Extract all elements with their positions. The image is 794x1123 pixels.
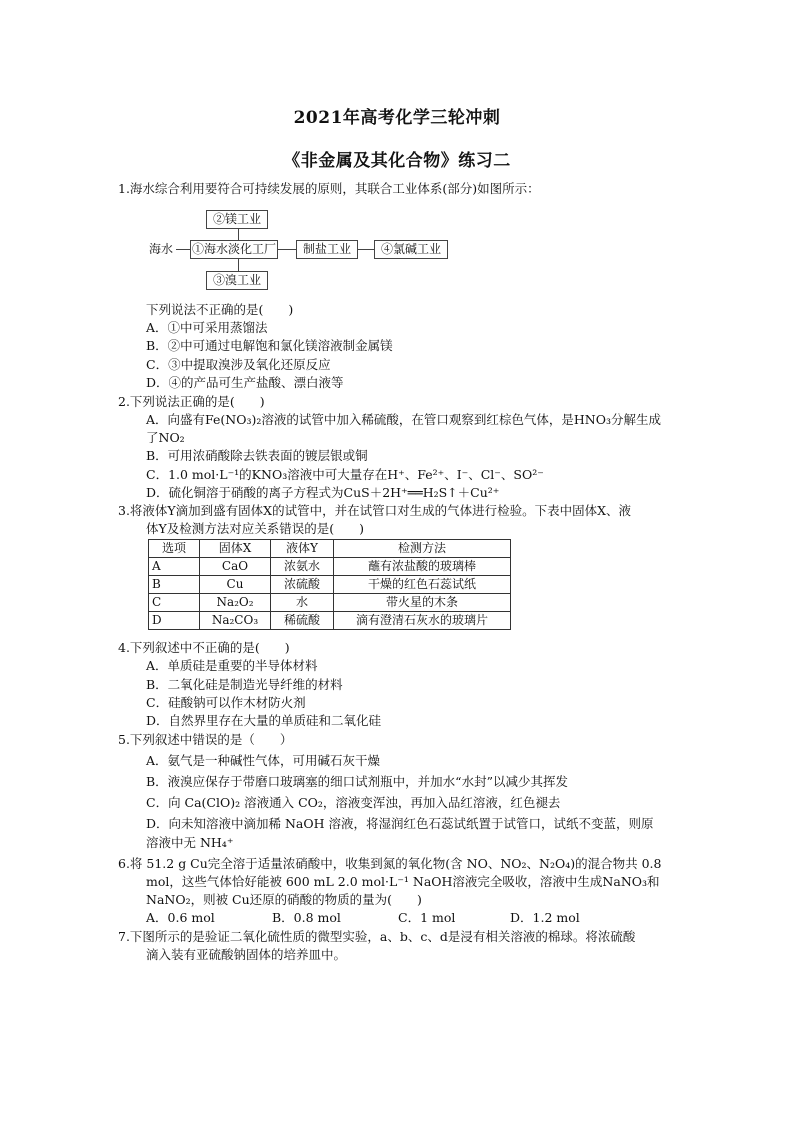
- table-row: [149, 558, 511, 576]
- table-header: 固体X: [200, 540, 271, 558]
- table-cell: C: [149, 594, 200, 612]
- question-5-stem: 5.下列叙述中错误的是（ ）: [118, 732, 293, 747]
- question-1-stem: 1.海水综合利用要符合可持续发展的原则，其联合工业体系(部分)如图所示：: [118, 181, 540, 196]
- table-cell: Na₂CO₃: [200, 612, 271, 630]
- table-cell: A: [149, 558, 200, 576]
- table-row: [149, 576, 511, 594]
- question-4-stem: 4.下列叙述中不正确的是( ): [118, 640, 290, 655]
- question-5-option-a: A．氨气是一种碱性气体，可用碱石灰干燥: [146, 753, 381, 768]
- question-2-option-a: A．向盛有Fe(NO₃)₂溶液的试管中加入稀硫酸，在管口观察到红棕色气体，是HNO₃分解生成: [146, 412, 661, 427]
- connector: [356, 249, 374, 250]
- question-6-option-b: B．0.8 mol: [272, 910, 341, 925]
- question-1-option-b: B．②中可通过电解饱和氯化镁溶液制金属镁: [146, 338, 393, 353]
- table-row: [149, 612, 511, 630]
- table-cell: CaO: [200, 558, 271, 576]
- question-1-option-c: C．③中提取溴涉及氧化还原反应: [146, 357, 331, 372]
- question-6-stem-cont: mol，这些气体恰好能被 600 mL 2.0 mol·L⁻¹ NaOH溶液完全吸收，溶液中生成NaNO₃和: [146, 874, 660, 889]
- connector: [176, 249, 190, 250]
- table-cell: B: [149, 576, 200, 594]
- source-label: 海水: [148, 242, 173, 256]
- question-4-option-b: B．二氧化硅是制造光导纤维的材料: [146, 677, 343, 692]
- page-subtitle: 《非金属及其化合物》练习二: [283, 151, 511, 171]
- connector: [276, 249, 296, 250]
- question-6-option-d: D．1.2 mol: [510, 910, 580, 925]
- question-6-option-c: C．1 mol: [398, 910, 456, 925]
- table-row: [149, 594, 511, 612]
- question-5-option-b: B．液溴应保存于带磨口玻璃塞的细口试剂瓶中，并加水“水封”以减少其挥发: [146, 774, 568, 789]
- table-cell: 干燥的红色石蕊试纸: [334, 576, 511, 594]
- question-2-stem: 2.下列说法正确的是( ): [118, 394, 265, 409]
- table-cell: 浓硫酸: [271, 576, 334, 594]
- node-salt: 制盐工业: [296, 240, 358, 259]
- question-5-option-d-cont: 溶液中无 NH₄⁺: [146, 835, 234, 850]
- node-desalination: ①海水淡化工厂: [190, 240, 278, 259]
- question-1-option-d: D．④的产品可生产盐酸、漂白液等: [146, 375, 344, 390]
- table-cell: 带火星的木条: [334, 594, 511, 612]
- question-3-stem-cont: 体Y及检测方法对应关系错误的是( ): [146, 521, 365, 536]
- table-header: 检测方法: [334, 540, 511, 558]
- question-3-stem: 3.将液体Y滴加到盛有固体X的试管中，并在试管口对生成的气体进行检验。下表中固体X、液: [118, 503, 631, 518]
- question-2-option-b: B．可用浓硝酸除去铁表面的镀层银或铜: [146, 448, 368, 463]
- table-cell: Na₂O₂: [200, 594, 271, 612]
- question-1-prompt: 下列说法不正确的是( ): [146, 302, 294, 317]
- question-6-options: [146, 909, 646, 926]
- table-cell: 浓氨水: [271, 558, 334, 576]
- table-cell: 滴有澄清石灰水的玻璃片: [334, 612, 511, 630]
- question-4-option-d: D．自然界里存在大量的单质硅和二氧化硅: [146, 713, 382, 728]
- table-header: 液体Y: [271, 540, 334, 558]
- question-5-option-d: D．向未知溶液中滴加稀 NaOH 溶液，将湿润红色石蕊试纸置于试管口，试纸不变蓝，则原: [146, 816, 654, 831]
- question-5-option-c: C．向 Ca(ClO)₂ 溶液通入 CO₂，溶液变浑浊，再加入品红溶液，红色褪去: [146, 795, 561, 810]
- question-7-stem-cont: 滴入装有亚硫酸钠固体的培养皿中。: [146, 947, 347, 962]
- table-cell: 蘸有浓盐酸的玻璃棒: [334, 558, 511, 576]
- table-cell: 稀硫酸: [271, 612, 334, 630]
- page-title: 2021年高考化学三轮冲刺: [293, 108, 501, 128]
- table-cell: Cu: [200, 576, 271, 594]
- connector: [238, 228, 239, 240]
- node-chlor-alkali: ④氯碱工业: [374, 240, 448, 259]
- question-6-option-a: A．0.6 mol: [146, 910, 215, 925]
- node-magnesium: ②镁工业: [206, 210, 268, 229]
- table-cell: 水: [271, 594, 334, 612]
- question-6-stem-cont: NaNO₂，则被 Cu还原的硝酸的物质的量为( ): [146, 892, 422, 907]
- question-7-stem: 7.下图所示的是验证二氧化硫性质的微型实验，a、b、c、d是浸有相关溶液的棉球。将浓硫酸: [118, 929, 636, 944]
- table-cell: D: [149, 612, 200, 630]
- question-3-table: [148, 539, 511, 630]
- industry-flow-diagram: [148, 203, 450, 299]
- question-4-option-a: A．单质硅是重要的半导体材料: [146, 658, 318, 673]
- connector: [238, 259, 239, 271]
- node-bromine: ③溴工业: [206, 271, 268, 290]
- question-2-option-c: C．1.0 mol·L⁻¹的KNO₃溶液中可大量存在H⁺、Fe²⁺、I⁻、Cl⁻、SO²⁻: [146, 467, 544, 482]
- question-1-option-a: A．①中可采用蒸馏法: [146, 320, 268, 335]
- question-2-option-a-cont: 了NO₂: [146, 430, 185, 445]
- question-4-option-c: C．硅酸钠可以作木材防火剂: [146, 695, 306, 710]
- table-header-row: [149, 540, 511, 558]
- question-6-stem: 6.将 51.2 g Cu完全溶于适量浓硝酸中，收集到氮的氧化物(含 NO、NO₂、N₂O₄)的混合物共 0.8: [118, 856, 662, 871]
- table-header: 选项: [149, 540, 200, 558]
- question-2-option-d: D．硫化铜溶于硝酸的离子方程式为CuS＋2H⁺══H₂S↑＋Cu²⁺: [146, 485, 500, 500]
